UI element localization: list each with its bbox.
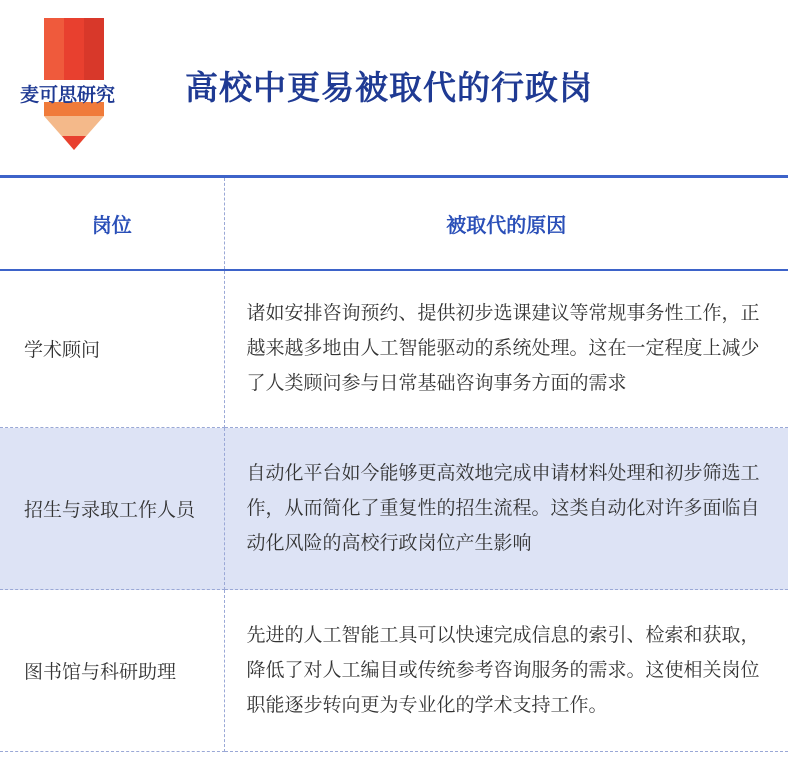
table-row bbox=[0, 590, 788, 752]
reason-cell: 先进的人工智能工具可以快速完成信息的索引、检索和获取，降低了对人工编目或传统参考咨询服务的需求。这使相关岗位职能逐步转向更为专业化的学术支持工作。 bbox=[224, 590, 788, 752]
pencil-body-stripe bbox=[44, 18, 64, 80]
table-row bbox=[0, 270, 788, 428]
table-header-row bbox=[0, 177, 788, 270]
pencil-body-stripe bbox=[84, 18, 104, 80]
reason-cell: 自动化平台如今能够更高效地完成申请材料处理和初步筛选工作，从而简化了重复性的招生流程。这类自动化对许多面临自动化风险的高校行政岗位产生影响 bbox=[224, 428, 788, 590]
logo-text: 麦可思研究 bbox=[20, 84, 116, 106]
position-cell: 图书馆与科研助理 bbox=[0, 590, 224, 752]
pencil-tip bbox=[62, 136, 86, 150]
reason-cell: 诸如安排咨询预约、提供初步选课建议等常规事务性工作，正越来越多地由人工智能驱动的系统处理。这在一定程度上减少了人类顾问参与日常基础咨询事务方面的需求 bbox=[224, 270, 788, 428]
position-cell: 学术顾问 bbox=[0, 270, 224, 428]
table-row bbox=[0, 428, 788, 590]
page-title: 高校中更易被取代的行政岗 bbox=[185, 68, 593, 107]
position-cell: 招生与录取工作人员 bbox=[0, 428, 224, 590]
replacement-table bbox=[0, 175, 788, 752]
header bbox=[0, 0, 788, 175]
column-header-reason: 被取代的原因 bbox=[224, 177, 788, 270]
column-header-position: 岗位 bbox=[0, 177, 224, 270]
